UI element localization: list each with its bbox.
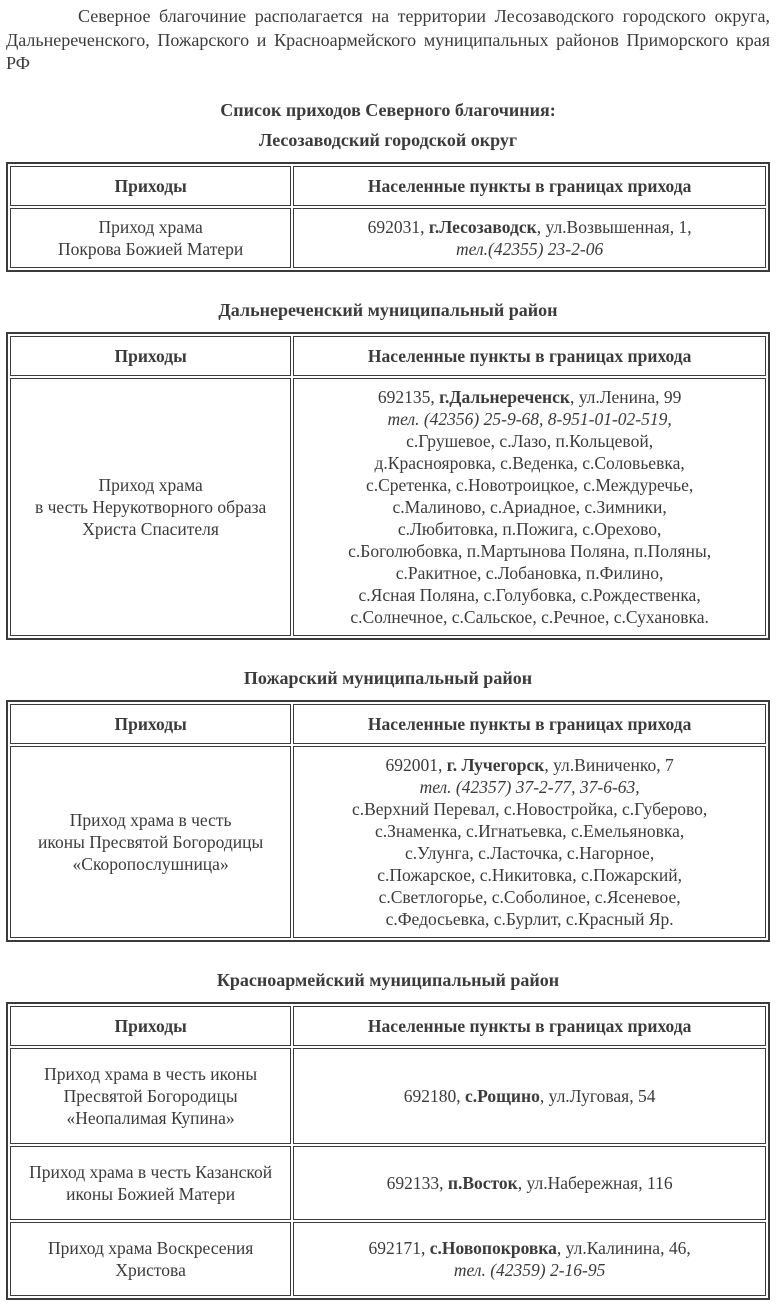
address-segment: с.Любитовка, п.Пожига, с.Орехово, bbox=[397, 518, 662, 539]
table-row bbox=[10, 208, 766, 268]
section-2 bbox=[6, 668, 770, 942]
parish-line: Христа Спасителя bbox=[82, 518, 219, 539]
address-cell bbox=[293, 208, 766, 268]
parish-table bbox=[6, 700, 770, 942]
address-segment: , ул.Возвышенная, 1, bbox=[536, 216, 692, 237]
column-header-settlements: Населенные пункты в границах прихода bbox=[293, 704, 766, 744]
parish-table bbox=[6, 162, 770, 272]
address-segment: г.Лесозаводск bbox=[428, 216, 537, 237]
table-body bbox=[10, 208, 766, 268]
table-row bbox=[10, 1146, 766, 1220]
table-body bbox=[10, 1048, 766, 1296]
address-segment: с.Малиново, с.Ариадное, с.Зимники, bbox=[392, 496, 667, 517]
parish-cell bbox=[10, 1048, 291, 1144]
table-head bbox=[10, 166, 766, 206]
parish-line: иконы Пресвятой Богородицы bbox=[37, 831, 264, 852]
address-segment: 692135, bbox=[377, 386, 440, 407]
intro-paragraph: Северное благочиние располагается на территории Лесозаводского городского округа, Дальнереченского, Пожарского и Красноармейского муниципальных районов Приморского края РФ bbox=[6, 6, 770, 73]
parish-line: Приход храма в честь Казанской bbox=[29, 1161, 273, 1182]
section-0 bbox=[6, 130, 770, 272]
table-row bbox=[10, 378, 766, 636]
address-segment: с.Федосьевка, с.Бурлит, с.Красный Яр. bbox=[385, 908, 674, 929]
section-title: Красноармейский муниципальный район bbox=[216, 969, 560, 990]
parish-cell bbox=[10, 208, 291, 268]
parish-cell bbox=[10, 378, 291, 636]
parish-line: Христова bbox=[115, 1259, 186, 1280]
address-segment: с.Сретенка, с.Новотроицкое, с.Междуречье, bbox=[365, 474, 694, 495]
parish-line: Приход храма в честь bbox=[69, 809, 232, 830]
address-segment: 692001, bbox=[385, 754, 447, 775]
parish-cell bbox=[10, 1222, 291, 1296]
parish-table bbox=[6, 332, 770, 640]
parish-line: Приход храма в честь иконы bbox=[44, 1063, 258, 1084]
address-segment: с.Боголюбовка, п.Мартынова Поляна, п.Поляны, bbox=[348, 540, 712, 561]
parish-line: Приход храма bbox=[98, 216, 203, 237]
section-title: Дальнереченский муниципальный район bbox=[218, 299, 558, 320]
address-segment: тел. (42356) 25-9-68, 8-951-01-02-519, bbox=[387, 408, 672, 429]
section-3 bbox=[6, 970, 770, 1300]
column-header-parishes: Приходы bbox=[10, 1006, 291, 1046]
column-header-settlements: Населенные пункты в границах прихода bbox=[293, 166, 766, 206]
address-cell bbox=[293, 1222, 766, 1296]
table-row bbox=[10, 1222, 766, 1296]
section-title: Лесозаводский городской округ bbox=[258, 129, 518, 150]
parish-cell bbox=[10, 1146, 291, 1220]
section-1 bbox=[6, 300, 770, 640]
table-head bbox=[10, 336, 766, 376]
parish-line: иконы Божией Матери bbox=[66, 1183, 236, 1204]
address-segment: , ул.Калинина, 46, bbox=[556, 1237, 691, 1258]
address-segment: с.Ракитное, с.Лобановка, п.Филино, bbox=[395, 562, 664, 583]
address-segment: с.Рощино bbox=[465, 1085, 540, 1106]
address-cell bbox=[293, 378, 766, 636]
address-segment: , ул.Виниченко, 7 bbox=[544, 754, 674, 775]
address-segment: с.Верхний Перевал, с.Новостройка, с.Губерово, bbox=[351, 798, 708, 819]
column-header-settlements: Населенные пункты в границах прихода bbox=[293, 336, 766, 376]
sections-container bbox=[6, 130, 770, 1300]
table-body bbox=[10, 746, 766, 938]
address-segment: с.Новопокровка bbox=[429, 1237, 557, 1258]
address-segment: 692133, bbox=[386, 1172, 448, 1193]
address-segment: с.Знаменка, с.Игнатьевка, с.Емельяновка, bbox=[374, 820, 685, 841]
parish-line: Приход храма bbox=[98, 474, 203, 495]
parish-line: «Скоропослушница» bbox=[72, 853, 229, 874]
column-header-settlements: Населенные пункты в границах прихода bbox=[293, 1006, 766, 1046]
address-segment: г. Лучегорск bbox=[446, 754, 545, 775]
parish-cell bbox=[10, 746, 291, 938]
address-segment: , ул.Ленина, 99 bbox=[569, 386, 682, 407]
parish-line: Приход храма Воскресения bbox=[47, 1237, 254, 1258]
parish-line: Пресвятой Богородицы bbox=[63, 1085, 238, 1106]
address-segment: 692031, bbox=[367, 216, 429, 237]
parish-table bbox=[6, 1002, 770, 1300]
address-segment: 692171, bbox=[368, 1237, 430, 1258]
table-body bbox=[10, 378, 766, 636]
list-title: Список приходов Северного благочиния: bbox=[220, 99, 556, 120]
address-segment: г.Дальнереченск bbox=[439, 386, 570, 407]
address-segment: с.Светлогорье, с.Соболиное, с.Ясеневое, bbox=[378, 886, 681, 907]
header-row bbox=[10, 1006, 766, 1046]
address-segment: с.Улунга, с.Ласточка, с.Нагорное, bbox=[405, 842, 655, 863]
table-head bbox=[10, 704, 766, 744]
column-header-parishes: Приходы bbox=[10, 166, 291, 206]
header-row bbox=[10, 704, 766, 744]
header-row bbox=[10, 166, 766, 206]
column-header-parishes: Приходы bbox=[10, 336, 291, 376]
address-segment: п.Восток bbox=[447, 1172, 518, 1193]
address-segment: с.Солнечное, с.Сальское, с.Речное, с.Сухановка. bbox=[350, 606, 709, 627]
address-segment: , ул.Набережная, 116 bbox=[517, 1172, 673, 1193]
address-cell bbox=[293, 1146, 766, 1220]
parish-line: «Неопалимая Купина» bbox=[66, 1107, 235, 1128]
address-segment: тел. (42357) 37-2-77, 37-6-63, bbox=[419, 776, 640, 797]
section-title: Пожарский муниципальный район bbox=[243, 667, 533, 688]
header-row bbox=[10, 336, 766, 376]
address-segment: д.Краснояровка, с.Веденка, с.Соловьевка, bbox=[374, 452, 685, 473]
address-segment: , ул.Луговая, 54 bbox=[539, 1085, 656, 1106]
address-segment: 692180, bbox=[403, 1085, 465, 1106]
parish-line: Покрова Божией Матери bbox=[57, 238, 244, 259]
parish-line: в честь Нерукотворного образа bbox=[34, 496, 267, 517]
table-row bbox=[10, 746, 766, 938]
address-segment: тел.(42355) 23-2-06 bbox=[456, 238, 604, 259]
address-segment: с.Грушевое, с.Лазо, п.Кольцевой, bbox=[406, 430, 654, 451]
address-cell bbox=[293, 1048, 766, 1144]
table-head bbox=[10, 1006, 766, 1046]
address-segment: с.Ясная Поляна, с.Голубовка, с.Рождественка, bbox=[358, 584, 701, 605]
address-cell bbox=[293, 746, 766, 938]
address-segment: с.Пожарское, с.Никитовка, с.Пожарский, bbox=[377, 864, 683, 885]
table-row bbox=[10, 1048, 766, 1144]
column-header-parishes: Приходы bbox=[10, 704, 291, 744]
address-segment: тел. (42359) 2-16-95 bbox=[453, 1259, 606, 1280]
